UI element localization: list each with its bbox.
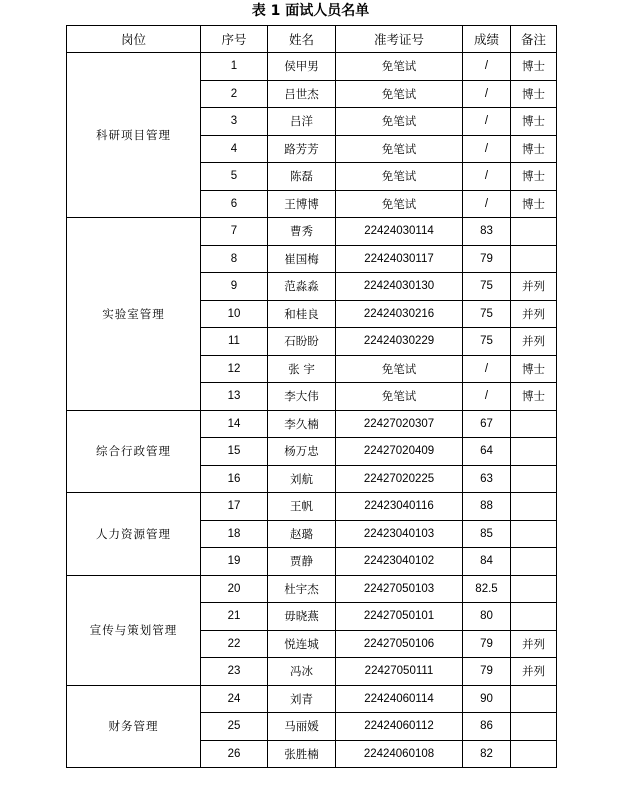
name-cell: 杜宇杰 bbox=[268, 575, 336, 603]
header-score: 成绩 bbox=[463, 26, 511, 53]
seq-cell: 15 bbox=[201, 438, 268, 466]
seq-cell: 6 bbox=[201, 190, 268, 218]
ticket-cell: 22424030229 bbox=[336, 328, 463, 356]
seq-cell: 8 bbox=[201, 245, 268, 273]
score-cell: 82.5 bbox=[463, 575, 511, 603]
note-cell: 博士 bbox=[511, 383, 557, 411]
name-cell: 石盼盼 bbox=[268, 328, 336, 356]
score-cell: / bbox=[463, 135, 511, 163]
score-cell: 79 bbox=[463, 630, 511, 658]
ticket-cell: 22423040103 bbox=[336, 520, 463, 548]
seq-cell: 26 bbox=[201, 740, 268, 768]
name-cell: 杨万忠 bbox=[268, 438, 336, 466]
seq-cell: 7 bbox=[201, 218, 268, 246]
seq-cell: 22 bbox=[201, 630, 268, 658]
score-cell: / bbox=[463, 53, 511, 81]
name-cell: 刘青 bbox=[268, 685, 336, 713]
name-cell: 悦连城 bbox=[268, 630, 336, 658]
header-ticket: 准考证号 bbox=[336, 26, 463, 53]
table-row bbox=[67, 410, 557, 438]
ticket-cell: 免笔试 bbox=[336, 80, 463, 108]
ticket-cell: 22424030130 bbox=[336, 273, 463, 301]
ticket-cell: 22427050103 bbox=[336, 575, 463, 603]
name-cell: 冯冰 bbox=[268, 658, 336, 686]
table-row bbox=[67, 53, 557, 81]
score-cell: 75 bbox=[463, 273, 511, 301]
name-cell: 贾静 bbox=[268, 548, 336, 576]
header-row bbox=[67, 26, 557, 53]
score-cell: / bbox=[463, 383, 511, 411]
note-cell bbox=[511, 575, 557, 603]
seq-cell: 18 bbox=[201, 520, 268, 548]
name-cell: 崔国梅 bbox=[268, 245, 336, 273]
name-cell: 王帆 bbox=[268, 493, 336, 521]
note-cell bbox=[511, 493, 557, 521]
seq-cell: 5 bbox=[201, 163, 268, 191]
note-cell: 并列 bbox=[511, 273, 557, 301]
seq-cell: 16 bbox=[201, 465, 268, 493]
ticket-cell: 免笔试 bbox=[336, 355, 463, 383]
note-cell: 博士 bbox=[511, 355, 557, 383]
score-cell: 79 bbox=[463, 245, 511, 273]
name-cell: 赵璐 bbox=[268, 520, 336, 548]
name-cell: 路芳芳 bbox=[268, 135, 336, 163]
note-cell: 并列 bbox=[511, 658, 557, 686]
ticket-cell: 22427050101 bbox=[336, 603, 463, 631]
score-cell: 85 bbox=[463, 520, 511, 548]
ticket-cell: 22427050106 bbox=[336, 630, 463, 658]
name-cell: 李久楠 bbox=[268, 410, 336, 438]
note-cell: 并列 bbox=[511, 630, 557, 658]
ticket-cell: 22424060112 bbox=[336, 713, 463, 741]
ticket-cell: 22424030114 bbox=[336, 218, 463, 246]
note-cell bbox=[511, 245, 557, 273]
ticket-cell: 22427020225 bbox=[336, 465, 463, 493]
note-cell: 并列 bbox=[511, 300, 557, 328]
ticket-cell: 免笔试 bbox=[336, 383, 463, 411]
seq-cell: 23 bbox=[201, 658, 268, 686]
name-cell: 和桂良 bbox=[268, 300, 336, 328]
ticket-cell: 免笔试 bbox=[336, 53, 463, 81]
note-cell bbox=[511, 685, 557, 713]
ticket-cell: 22427050111 bbox=[336, 658, 463, 686]
table-row bbox=[67, 685, 557, 713]
post-cell: 财务管理 bbox=[67, 685, 201, 768]
seq-cell: 1 bbox=[201, 53, 268, 81]
score-cell: 90 bbox=[463, 685, 511, 713]
table-body bbox=[67, 53, 557, 768]
note-cell bbox=[511, 520, 557, 548]
seq-cell: 13 bbox=[201, 383, 268, 411]
note-cell: 博士 bbox=[511, 80, 557, 108]
seq-cell: 19 bbox=[201, 548, 268, 576]
ticket-cell: 22424030117 bbox=[336, 245, 463, 273]
post-cell: 宣传与策划管理 bbox=[67, 575, 201, 685]
score-cell: 82 bbox=[463, 740, 511, 768]
note-cell bbox=[511, 548, 557, 576]
ticket-cell: 22424060108 bbox=[336, 740, 463, 768]
score-cell: 79 bbox=[463, 658, 511, 686]
name-cell: 吕洋 bbox=[268, 108, 336, 136]
seq-cell: 11 bbox=[201, 328, 268, 356]
name-cell: 李大伟 bbox=[268, 383, 336, 411]
name-cell: 王博博 bbox=[268, 190, 336, 218]
score-cell: 88 bbox=[463, 493, 511, 521]
seq-cell: 4 bbox=[201, 135, 268, 163]
score-cell: 83 bbox=[463, 218, 511, 246]
ticket-cell: 22423040116 bbox=[336, 493, 463, 521]
name-cell: 陈磊 bbox=[268, 163, 336, 191]
note-cell bbox=[511, 740, 557, 768]
seq-cell: 20 bbox=[201, 575, 268, 603]
name-cell: 曹秀 bbox=[268, 218, 336, 246]
note-cell bbox=[511, 465, 557, 493]
post-cell: 科研项目管理 bbox=[67, 53, 201, 218]
note-cell bbox=[511, 713, 557, 741]
name-cell: 张胜楠 bbox=[268, 740, 336, 768]
ticket-cell: 22424030216 bbox=[336, 300, 463, 328]
ticket-cell: 免笔试 bbox=[336, 190, 463, 218]
score-cell: / bbox=[463, 163, 511, 191]
note-cell: 博士 bbox=[511, 108, 557, 136]
score-cell: 75 bbox=[463, 328, 511, 356]
interview-roster-table bbox=[66, 25, 557, 768]
seq-cell: 14 bbox=[201, 410, 268, 438]
score-cell: 67 bbox=[463, 410, 511, 438]
score-cell: / bbox=[463, 190, 511, 218]
header-note: 备注 bbox=[511, 26, 557, 53]
score-cell: / bbox=[463, 80, 511, 108]
seq-cell: 9 bbox=[201, 273, 268, 301]
table-row bbox=[67, 493, 557, 521]
name-cell: 吕世杰 bbox=[268, 80, 336, 108]
ticket-cell: 免笔试 bbox=[336, 135, 463, 163]
post-cell: 综合行政管理 bbox=[67, 410, 201, 493]
score-cell: 75 bbox=[463, 300, 511, 328]
name-cell: 毋晓燕 bbox=[268, 603, 336, 631]
table-title: 表 1 面试人员名单 bbox=[251, 3, 370, 19]
note-cell bbox=[511, 218, 557, 246]
header-post: 岗位 bbox=[67, 26, 201, 53]
score-cell: 64 bbox=[463, 438, 511, 466]
note-cell: 博士 bbox=[511, 53, 557, 81]
note-cell: 博士 bbox=[511, 190, 557, 218]
table-row bbox=[67, 218, 557, 246]
score-cell: 63 bbox=[463, 465, 511, 493]
score-cell: / bbox=[463, 108, 511, 136]
header-seq: 序号 bbox=[201, 26, 268, 53]
seq-cell: 24 bbox=[201, 685, 268, 713]
ticket-cell: 22427020409 bbox=[336, 438, 463, 466]
score-cell: 86 bbox=[463, 713, 511, 741]
name-cell: 侯甲男 bbox=[268, 53, 336, 81]
name-cell: 范淼淼 bbox=[268, 273, 336, 301]
post-cell: 实验室管理 bbox=[67, 218, 201, 411]
score-cell: 80 bbox=[463, 603, 511, 631]
name-cell: 刘航 bbox=[268, 465, 336, 493]
score-cell: / bbox=[463, 355, 511, 383]
note-cell bbox=[511, 603, 557, 631]
note-cell: 博士 bbox=[511, 163, 557, 191]
note-cell bbox=[511, 438, 557, 466]
seq-cell: 25 bbox=[201, 713, 268, 741]
table-row bbox=[67, 575, 557, 603]
ticket-cell: 免笔试 bbox=[336, 163, 463, 191]
ticket-cell: 22427020307 bbox=[336, 410, 463, 438]
ticket-cell: 22423040102 bbox=[336, 548, 463, 576]
seq-cell: 12 bbox=[201, 355, 268, 383]
ticket-cell: 免笔试 bbox=[336, 108, 463, 136]
name-cell: 马丽媛 bbox=[268, 713, 336, 741]
seq-cell: 10 bbox=[201, 300, 268, 328]
note-cell bbox=[511, 410, 557, 438]
score-cell: 84 bbox=[463, 548, 511, 576]
note-cell: 博士 bbox=[511, 135, 557, 163]
seq-cell: 21 bbox=[201, 603, 268, 631]
seq-cell: 3 bbox=[201, 108, 268, 136]
name-cell: 张 宇 bbox=[268, 355, 336, 383]
seq-cell: 17 bbox=[201, 493, 268, 521]
ticket-cell: 22424060114 bbox=[336, 685, 463, 713]
post-cell: 人力资源管理 bbox=[67, 493, 201, 576]
header-name: 姓名 bbox=[268, 26, 336, 53]
note-cell: 并列 bbox=[511, 328, 557, 356]
seq-cell: 2 bbox=[201, 80, 268, 108]
